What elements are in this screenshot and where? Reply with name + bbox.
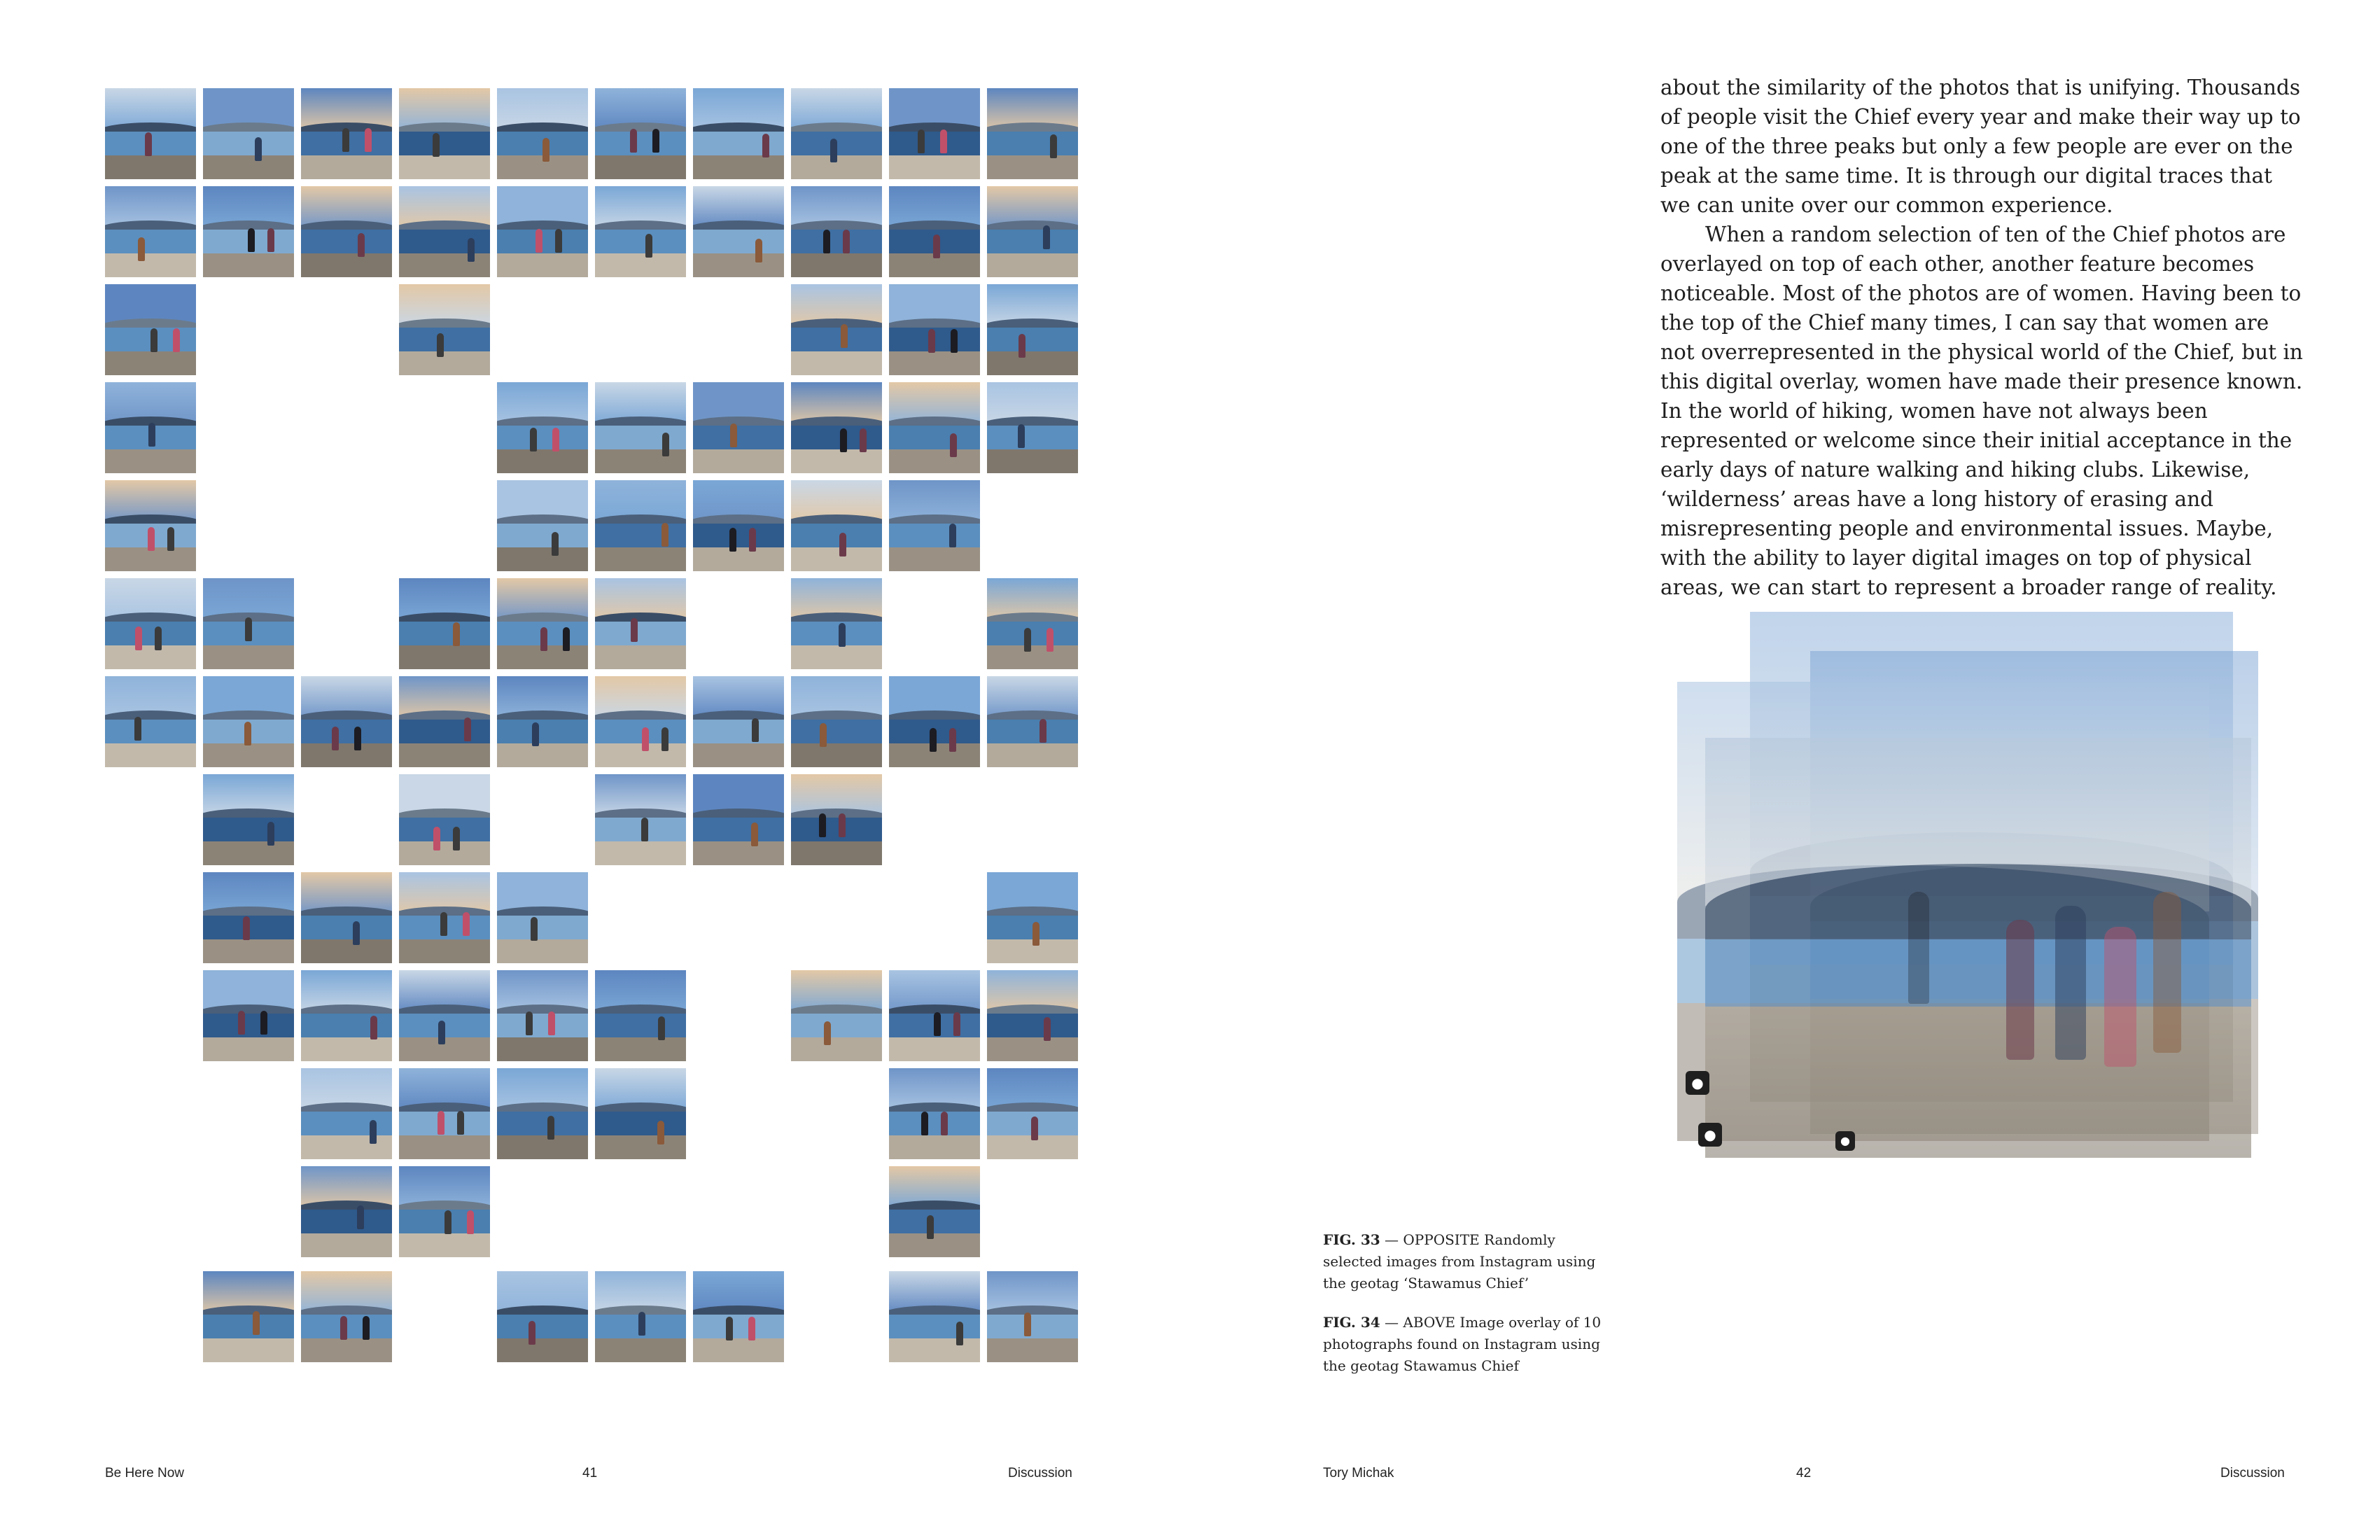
photo-person [1040,719,1046,743]
instagram-photo-thumbnail [693,774,784,865]
instagram-photo-thumbnail [791,676,882,767]
photo-person [267,822,274,846]
instagram-photo-thumbnail [105,382,196,473]
photo-person [820,723,827,747]
photo-person [662,523,668,547]
photo-person [953,1012,960,1036]
photo-person [238,1011,245,1035]
instagram-photo-thumbnail [889,480,980,571]
figure-33-caption [1323,1229,1617,1294]
photo-person [548,1011,555,1035]
instagram-photo-thumbnail [301,872,392,963]
instagram-photo-thumbnail [105,186,196,277]
instagram-photo-thumbnail [595,1271,686,1362]
photo-person [332,727,339,750]
photo-person [464,718,471,741]
instagram-photo-thumbnail [497,676,588,767]
photo-person [134,717,141,741]
photo-person [1024,628,1031,652]
photo-person [1043,225,1050,249]
photo-person [437,333,444,357]
photo-person [244,722,251,746]
instagram-photo-thumbnail [301,1166,392,1257]
photo-person [645,234,652,258]
photo-person [167,527,174,551]
instagram-photo-thumbnail [203,676,294,767]
user-icon: ● [1835,1131,1855,1151]
photo-person [830,139,837,162]
photo-person [638,1312,645,1336]
photo-person [260,1011,267,1035]
photo-person [918,130,925,153]
photo-person [245,617,252,641]
instagram-photo-thumbnail [595,480,686,571]
photo-person [949,728,956,752]
image-overlay-figure [1677,612,2265,1158]
photo-person [950,433,957,457]
footer-right-page-number: 42 [1796,1466,1812,1480]
photo-person [145,132,152,156]
instagram-photo-thumbnail [889,88,980,179]
user-icon: ● [1686,1071,1709,1095]
photo-person [370,1120,377,1144]
body-paragraph-1: about the similarity of the photos that is unifying. Thousands of people visit the Chief every year and make their way up to one of the three peaks but only a few people are ever on the peak at the same time. It is through our digital traces that we can unite over our common experience. [1660,76,2301,217]
instagram-photo-thumbnail [987,186,1078,277]
instagram-photo-thumbnail [105,578,196,669]
instagram-photo-thumbnail [301,676,392,767]
instagram-photo-thumbnail [399,578,490,669]
photo-person [749,528,756,552]
photo-person [839,533,846,556]
instagram-photo-thumbnail [595,676,686,767]
instagram-photo-thumbnail [693,88,784,179]
photo-person [933,234,940,258]
instagram-photo-thumbnail [203,186,294,277]
figure-33-text: — OPPOSITE Randomly selected images from Instagram using the geotag ‘Stawamus Chief’ [1323,1231,1596,1292]
photo-person [155,626,162,650]
instagram-photo-thumbnail [399,88,490,179]
user-icon: ● [1698,1123,1722,1147]
photo-person [839,813,846,837]
instagram-photo-thumbnail [301,186,392,277]
instagram-photo-thumbnail [595,774,686,865]
instagram-photo-thumbnail [497,578,588,669]
figure-33-label: FIG. 33 [1323,1231,1380,1248]
instagram-photo-thumbnail [203,970,294,1061]
instagram-photo-thumbnail [399,774,490,865]
photo-person [255,137,262,161]
instagram-photo-thumbnail [301,970,392,1061]
photo-person [370,1016,377,1040]
footer-right-author: Tory Michak [1323,1466,1394,1480]
photo-person [752,718,759,742]
footer-left-title: Be Here Now [105,1466,184,1480]
instagram-photo-thumbnail [497,186,588,277]
instagram-photo-thumbnail [889,382,980,473]
instagram-photo-thumbnail [595,970,686,1061]
photo-person [357,1205,364,1229]
instagram-photo-thumbnail [889,1068,980,1159]
photo-person [630,129,637,153]
instagram-photo-thumbnail [105,284,196,375]
overlay-person [2006,920,2034,1060]
instagram-photo-thumbnail [693,480,784,571]
photo-person [135,626,142,650]
instagram-photo-thumbnail [889,284,980,375]
photo-person [433,133,440,157]
photo-person [751,822,758,846]
photo-person [440,912,447,936]
photo-person [365,128,372,152]
photo-person [652,129,659,153]
instagram-photo-thumbnail [987,88,1078,179]
overlay-person [2104,927,2136,1067]
photo-person [1018,334,1026,358]
photo-person [148,527,155,551]
photo-person [841,324,848,348]
instagram-photo-thumbnail [203,774,294,865]
photo-person [1031,1116,1038,1140]
instagram-photo-thumbnail [987,872,1078,963]
instagram-photo-thumbnail [791,284,882,375]
instagram-photo-thumbnail [203,1271,294,1362]
photo-person [860,428,867,452]
photo-person [467,1210,474,1234]
photo-person [927,1215,934,1239]
figure-34-text: — ABOVE Image overlay of 10 photographs found on Instagram using the geotag Stawamus Chief [1323,1314,1602,1374]
photo-person [453,622,460,646]
instagram-photo-thumbnail [399,1166,490,1257]
instagram-photo-thumbnail [105,88,196,179]
photo-person [1046,628,1054,652]
photo-person [631,618,638,642]
photo-person [657,1121,664,1144]
instagram-photo-thumbnail [987,284,1078,375]
instagram-photo-thumbnail [399,186,490,277]
instagram-photo-thumbnail [497,382,588,473]
instagram-photo-thumbnail [595,578,686,669]
photo-person [540,627,547,651]
photo-person [463,912,470,936]
photo-person [823,230,830,253]
photo-person [354,727,361,750]
photo-person [150,328,158,352]
photo-person [138,237,145,261]
instagram-photo-thumbnail [889,1166,980,1257]
photo-person [363,1316,370,1340]
instagram-photo-thumbnail [203,88,294,179]
overlay-person [2153,892,2181,1053]
instagram-photo-thumbnail [791,382,882,473]
photo-grid [0,0,1106,1400]
instagram-photo-thumbnail [987,578,1078,669]
instagram-photo-thumbnail [203,872,294,963]
photo-person [839,623,846,647]
photo-person [530,428,537,451]
instagram-photo-thumbnail [791,774,882,865]
photo-person [730,424,737,447]
photo-person [358,233,365,257]
photo-person [726,1317,733,1340]
instagram-photo-thumbnail [595,382,686,473]
photo-person [930,728,937,752]
instagram-photo-thumbnail [399,676,490,767]
body-paragraph-2: When a random selection of ten of the Chief photos are overlayed on top of each other, another feature becomes noticeable. Most of the photos are of women. Having been to the top of the Chief many times, I can say that women are not overrepresented in the physical world of the Chief, but in this digital overlay, women have made their presence known. In the world of hiking, women have not always been represented or welcome since their initial acceptance in the early days of nature walking and hiking clubs. Likewise, ‘wilderness’ areas have a long history of erasing and misrepresenting people and environmental issues. Maybe, with the ability to layer digital images on top of physical areas, we can start to represent a broader range of reality. [1660,223,2303,599]
instagram-photo-thumbnail [693,382,784,473]
photo-person [342,128,349,152]
photo-person [148,423,155,447]
photo-person [755,239,762,262]
instagram-photo-thumbnail [497,1271,588,1362]
photo-person [928,329,935,353]
photo-person [453,827,460,850]
photo-person [340,1316,347,1340]
instagram-photo-thumbnail [791,186,882,277]
photo-person [1044,1017,1051,1041]
instagram-photo-thumbnail [399,872,490,963]
instagram-photo-thumbnail [203,578,294,669]
overlay-person [1908,892,1929,1004]
photo-person [642,727,649,751]
instagram-photo-thumbnail [987,1271,1078,1362]
photo-person [542,138,550,162]
photo-person [532,722,539,746]
photo-person [662,727,668,751]
footer-left-section: Discussion [1008,1466,1072,1480]
instagram-photo-thumbnail [889,970,980,1061]
instagram-photo-thumbnail [987,970,1078,1061]
photo-person [243,916,250,940]
instagram-photo-thumbnail [595,1068,686,1159]
photo-person [762,134,769,158]
photo-person [824,1021,831,1045]
photo-person [173,328,180,352]
instagram-photo-thumbnail [791,88,882,179]
photo-person [729,528,736,552]
instagram-photo-thumbnail [693,676,784,767]
photo-person [555,229,562,253]
photo-person [528,1321,536,1345]
photo-person [253,1311,260,1335]
photo-person [552,532,559,556]
photo-person [934,1012,941,1036]
figure-34-label: FIG. 34 [1323,1314,1380,1331]
photo-person [433,827,440,850]
instagram-photo-thumbnail [497,1068,588,1159]
photo-person [531,917,538,941]
instagram-photo-thumbnail [987,1068,1078,1159]
photo-person [468,238,475,262]
photo-person [267,228,274,252]
instagram-photo-thumbnail [595,88,686,179]
photo-person [563,627,570,651]
photo-person [526,1011,533,1035]
photo-person [1018,424,1025,448]
photo-person [438,1111,444,1135]
photo-person [248,228,255,252]
photo-person [951,329,958,353]
instagram-photo-thumbnail [889,186,980,277]
instagram-photo-thumbnail [301,1271,392,1362]
photo-person [658,1016,665,1040]
instagram-photo-thumbnail [987,676,1078,767]
instagram-photo-thumbnail [497,480,588,571]
photo-person [1032,922,1040,946]
photo-person [819,813,826,837]
photo-person [444,1210,451,1234]
photo-person [353,921,360,945]
photo-person [840,428,847,452]
photo-person [547,1116,554,1140]
instagram-photo-thumbnail [595,186,686,277]
figure-34-caption [1323,1312,1617,1377]
instagram-photo-thumbnail [399,284,490,375]
photo-person [1024,1312,1031,1336]
photo-person [457,1111,464,1135]
instagram-photo-thumbnail [105,480,196,571]
instagram-photo-thumbnail [497,970,588,1061]
photo-person [921,1112,928,1135]
instagram-photo-thumbnail [987,382,1078,473]
instagram-photo-thumbnail [693,1271,784,1362]
photo-person [536,229,542,253]
body-text [1660,73,2304,602]
instagram-photo-thumbnail [791,970,882,1061]
instagram-photo-thumbnail [399,970,490,1061]
instagram-photo-thumbnail [301,88,392,179]
photo-person [949,524,956,547]
photo-person [940,130,947,153]
photo-person [641,818,648,841]
footer-right-section: Discussion [2220,1466,2285,1480]
instagram-photo-thumbnail [497,88,588,179]
photo-person [941,1112,948,1135]
photo-person [1050,134,1057,158]
instagram-photo-thumbnail [791,480,882,571]
instagram-photo-thumbnail [399,1068,490,1159]
instagram-photo-thumbnail [889,676,980,767]
instagram-photo-thumbnail [105,676,196,767]
photo-person [748,1317,755,1340]
instagram-photo-thumbnail [693,186,784,277]
overlay-person [2055,906,2086,1060]
instagram-photo-thumbnail [497,872,588,963]
photo-person [552,428,559,451]
instagram-photo-thumbnail [301,1068,392,1159]
instagram-photo-thumbnail [889,1271,980,1362]
photo-person [956,1322,963,1345]
photo-person [438,1021,445,1044]
footer-left-page-number: 41 [582,1466,598,1480]
instagram-photo-thumbnail [791,578,882,669]
photo-person [843,230,850,253]
photo-person [662,433,669,456]
